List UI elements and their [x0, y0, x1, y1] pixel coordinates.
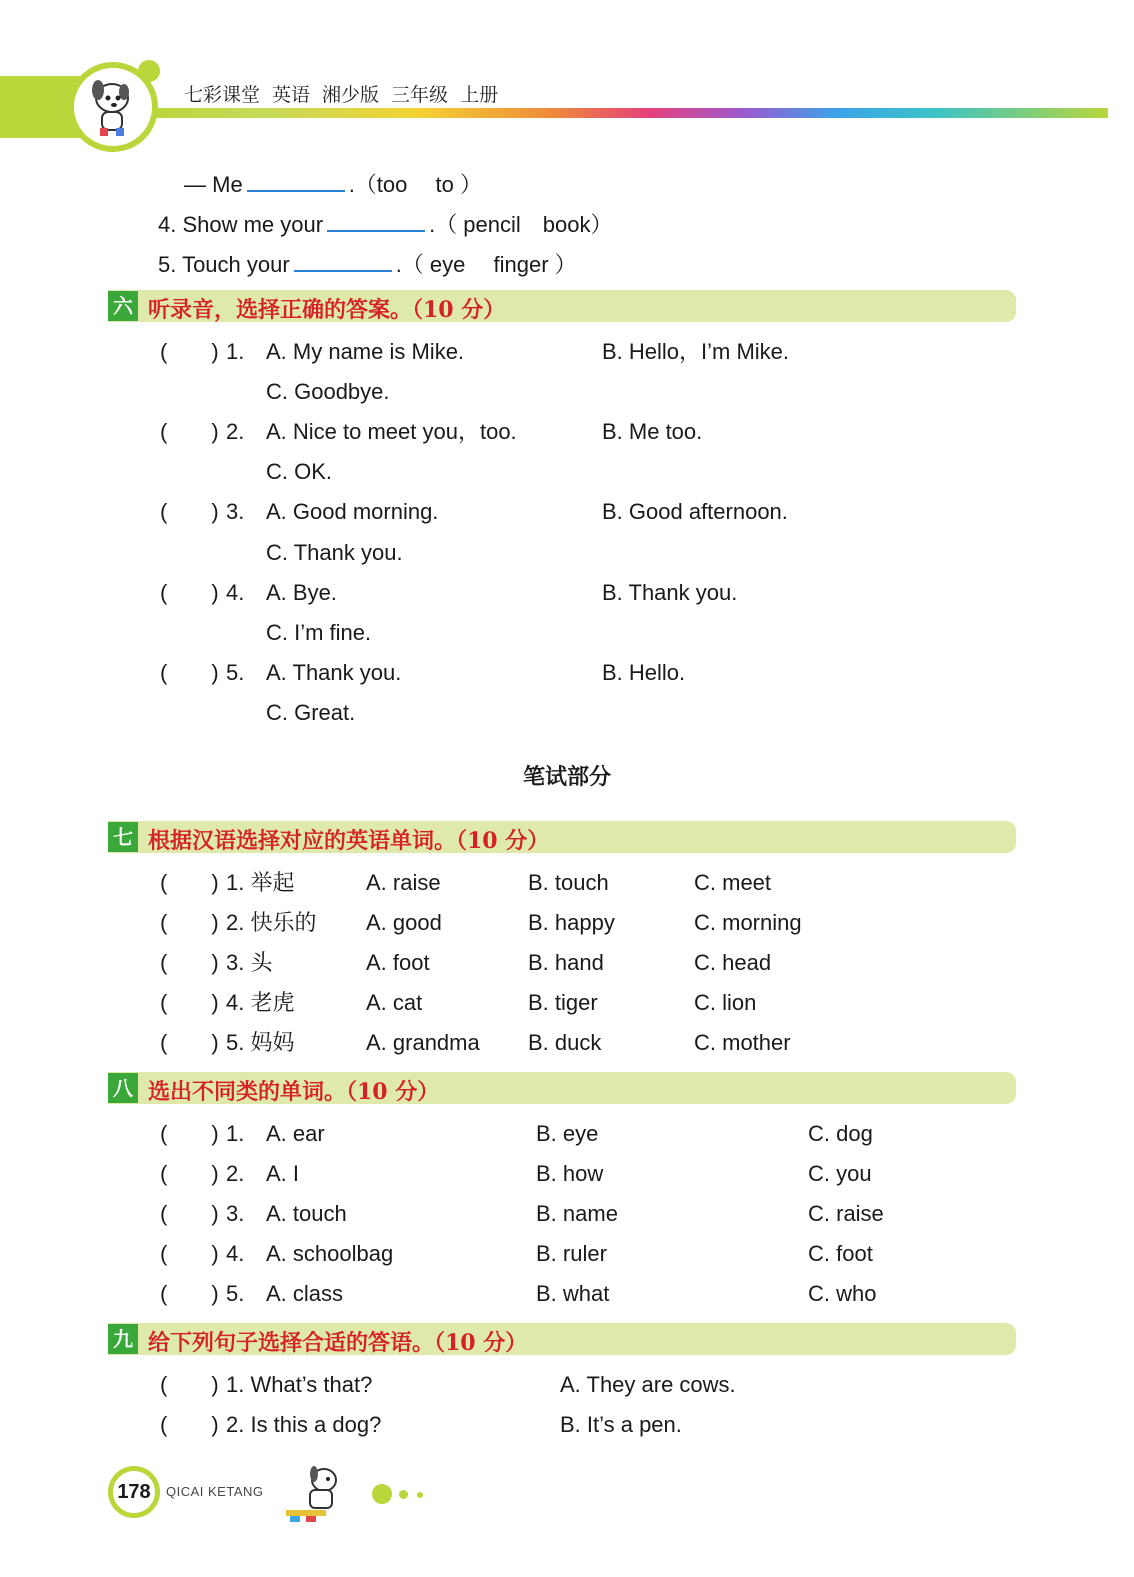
footer-dot-large: [372, 1484, 392, 1504]
option-b: B. how: [536, 1161, 604, 1186]
option-c: C. dog: [808, 1121, 873, 1146]
question-word: 5. 妈妈: [226, 1030, 295, 1055]
answer-paren[interactable]: ( ): [160, 1412, 219, 1437]
question-sentence: 1. What’s that?: [226, 1372, 373, 1397]
fill-in-options: .（ pencil book）: [429, 212, 613, 237]
question-number: 2.: [226, 1161, 245, 1186]
footer-brand: QICAI KETANG: [166, 1484, 264, 1499]
header-title: [184, 80, 510, 107]
option-c: C. foot: [808, 1241, 873, 1266]
option-b: B. happy: [528, 910, 615, 935]
option-c: C. meet: [694, 870, 772, 895]
option-b: B. what: [536, 1281, 610, 1306]
answer-paren[interactable]: ( ): [160, 1121, 219, 1146]
header-grade: 三年级: [391, 85, 449, 106]
question-word: 4. 老虎: [226, 990, 295, 1015]
section-title: 听录音，选择正确的答案。（10 分）: [148, 297, 506, 323]
option-c: C. lion: [694, 990, 757, 1015]
answer-paren[interactable]: ( ): [160, 1030, 219, 1055]
fill-in-options: .（ eye finger ）: [395, 252, 577, 277]
question-number: 4.: [226, 580, 245, 605]
option-b: B. Good afternoon.: [602, 499, 788, 524]
option-b: B. Hello，I’m Mike.: [602, 339, 790, 364]
question-number: 4.: [226, 1241, 245, 1266]
question-word: 2. 快乐的: [226, 910, 317, 935]
page-number: 178: [108, 1466, 160, 1518]
header-dot: [138, 60, 160, 82]
section-number: 七: [108, 822, 138, 852]
option-a: A. Nice to meet you，too.: [266, 419, 517, 444]
fill-in-options: .（too to ）: [348, 172, 482, 197]
answer-option: A. They are cows.: [560, 1372, 736, 1397]
question-number: 1.: [226, 339, 245, 364]
option-a: A. raise: [366, 870, 441, 895]
answer-paren[interactable]: ( ): [160, 499, 219, 524]
option-a: A. Thank you.: [266, 660, 402, 685]
answer-paren[interactable]: ( ): [160, 990, 219, 1015]
question-word: 1. 举起: [226, 870, 295, 895]
option-c: C. head: [694, 950, 772, 975]
option-a: A. My name is Mike.: [266, 339, 465, 364]
option-c: C. who: [808, 1281, 877, 1306]
header-edition: 湘少版: [322, 85, 380, 106]
option-a: A. touch: [266, 1201, 347, 1226]
option-a: A. Bye.: [266, 580, 337, 605]
question-number: 5.: [226, 660, 245, 685]
option-c: C. Great.: [266, 700, 356, 725]
option-a: A. I: [266, 1161, 300, 1186]
option-a: A. schoolbag: [266, 1241, 394, 1266]
answer-blank[interactable]: [247, 168, 345, 192]
option-b: B. Hello.: [602, 660, 686, 685]
header-book: 七彩课堂: [184, 85, 261, 106]
answer-blank[interactable]: [294, 248, 392, 272]
header-volume: 上册: [460, 85, 499, 106]
option-b: B. touch: [528, 870, 609, 895]
option-c: C. I’m fine.: [266, 620, 372, 645]
option-a: A. Good morning.: [266, 499, 439, 524]
answer-paren[interactable]: ( ): [160, 1161, 219, 1186]
answer-paren[interactable]: ( ): [160, 660, 219, 685]
written-part-title: 笔试部分: [522, 765, 611, 790]
section-9-header: [108, 1323, 1016, 1355]
fill-in-line-3: [184, 168, 482, 198]
answer-paren[interactable]: ( ): [160, 1281, 219, 1306]
option-b: B. name: [536, 1201, 618, 1226]
answer-paren[interactable]: ( ): [160, 1241, 219, 1266]
question-sentence: 2. Is this a dog?: [226, 1412, 382, 1437]
section-title: 选出不同类的单词。（10 分）: [148, 1079, 440, 1105]
fill-in-prefix: 4. Show me your: [158, 212, 324, 237]
question-number: 2.: [226, 419, 245, 444]
option-a: A. good: [366, 910, 442, 935]
option-c: C. OK.: [266, 459, 333, 484]
fill-in-prefix: — Me: [184, 172, 243, 197]
answer-paren[interactable]: ( ): [160, 580, 219, 605]
fill-in-line-4: [158, 208, 613, 238]
footer-dot-small: [417, 1492, 423, 1498]
option-c: C. you: [808, 1161, 872, 1186]
question-number: 1.: [226, 1121, 245, 1146]
question-number: 3.: [226, 499, 245, 524]
answer-paren[interactable]: ( ): [160, 950, 219, 975]
option-b: B. Thank you.: [602, 580, 738, 605]
section-title: 给下列句子选择合适的答语。（10 分）: [148, 1330, 528, 1356]
answer-paren[interactable]: ( ): [160, 1201, 219, 1226]
option-b: B. Me too.: [602, 419, 703, 444]
fill-in-line-5: [158, 248, 577, 278]
header-rainbow-line: [150, 108, 1108, 118]
dog-writing-icon: [280, 1462, 354, 1524]
option-a: A. cat: [366, 990, 423, 1015]
question-word: 3. 头: [226, 950, 273, 975]
section-8-header: [108, 1072, 1016, 1104]
answer-paren[interactable]: ( ): [160, 419, 219, 444]
option-b: B. ruler: [536, 1241, 607, 1266]
answer-paren[interactable]: ( ): [160, 870, 219, 895]
option-a: A. ear: [266, 1121, 325, 1146]
option-c: C. Thank you.: [266, 540, 403, 565]
option-c: C. morning: [694, 910, 802, 935]
section-title: 根据汉语选择对应的英语单词。（10 分）: [148, 828, 550, 854]
footer-dot-medium: [399, 1490, 408, 1499]
answer-paren[interactable]: ( ): [160, 339, 219, 364]
question-number: 5.: [226, 1281, 245, 1306]
answer-option: B. It’s a pen.: [560, 1412, 682, 1437]
section-7-header: [108, 821, 1016, 853]
option-c: C. Goodbye.: [266, 379, 390, 404]
option-c: C. mother: [694, 1030, 791, 1055]
option-b: B. tiger: [528, 990, 598, 1015]
header-subject: 英语: [272, 85, 311, 106]
option-a: A. class: [266, 1281, 344, 1306]
option-a: A. grandma: [366, 1030, 480, 1055]
option-c: C. raise: [808, 1201, 884, 1226]
answer-paren[interactable]: ( ): [160, 1372, 219, 1397]
answer-paren[interactable]: ( ): [160, 910, 219, 935]
section-number: 九: [108, 1324, 138, 1354]
answer-blank[interactable]: [327, 208, 425, 232]
section-number: 六: [108, 291, 138, 321]
option-a: A. foot: [366, 950, 430, 975]
option-b: B. hand: [528, 950, 604, 975]
option-b: B. eye: [536, 1121, 599, 1146]
option-b: B. duck: [528, 1030, 602, 1055]
question-number: 3.: [226, 1201, 245, 1226]
dog-mascot-icon: [74, 68, 152, 146]
section-number: 八: [108, 1073, 138, 1103]
section-6-header: [108, 290, 1016, 322]
fill-in-prefix: 5. Touch your: [158, 252, 290, 277]
